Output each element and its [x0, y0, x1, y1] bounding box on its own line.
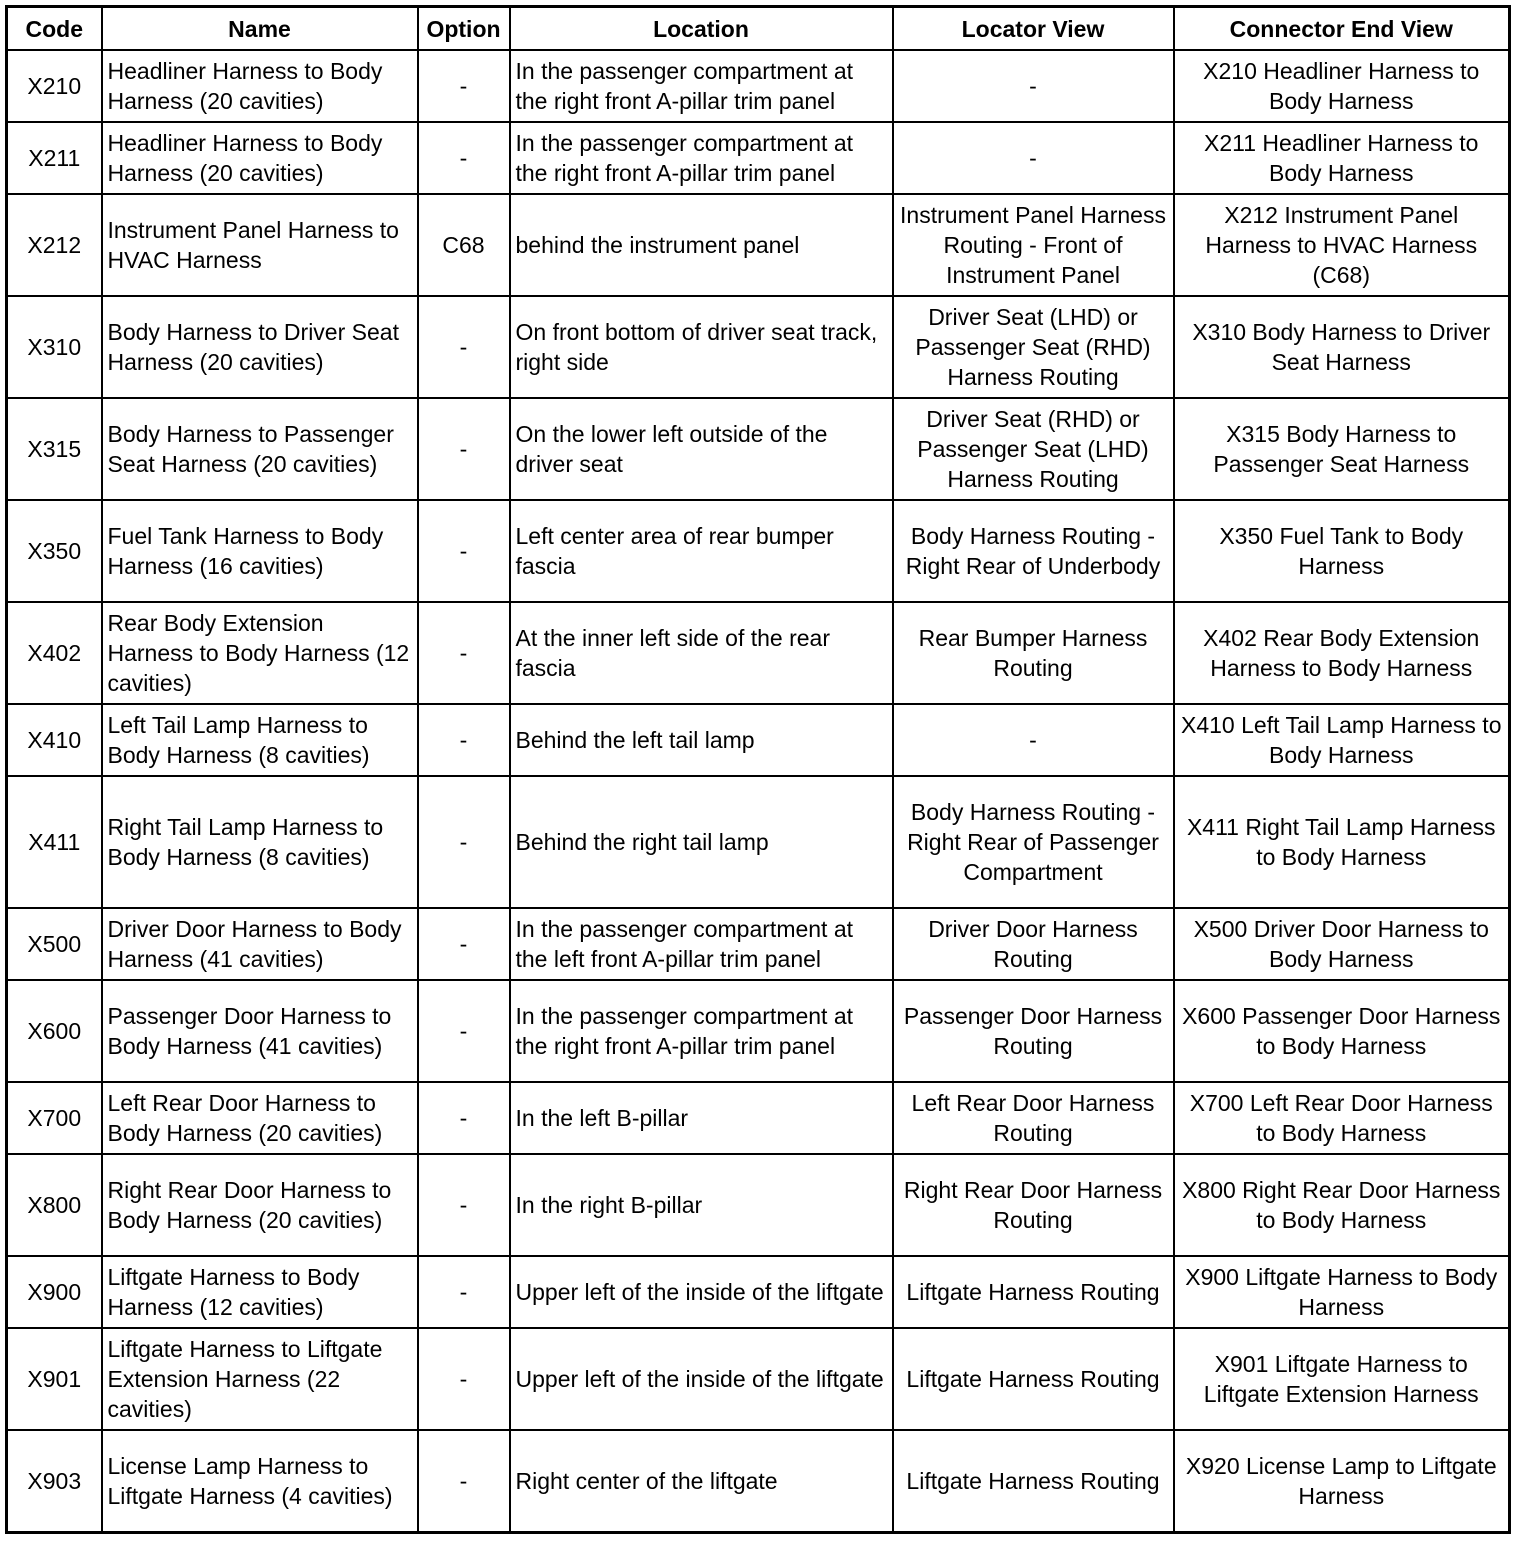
table-row [7, 704, 1510, 776]
table-row [7, 1256, 1510, 1328]
connector-table [5, 5, 1511, 1534]
cell-location: Upper left of the inside of the liftgate [510, 1328, 893, 1430]
cell-connector-end-view: X350 Fuel Tank to Body Harness [1174, 500, 1510, 602]
cell-location: In the right B-pillar [510, 1154, 893, 1256]
cell-name: Liftgate Harness to Liftgate Extension Harness (22 cavities) [102, 1328, 418, 1430]
cell-location: In the passenger compartment at the right front A-pillar trim panel [510, 50, 893, 122]
cell-connector-end-view: X900 Liftgate Harness to Body Harness [1174, 1256, 1510, 1328]
cell-connector-end-view: X402 Rear Body Extension Harness to Body Harness [1174, 602, 1510, 704]
cell-code: X211 [7, 122, 102, 194]
cell-location: In the passenger compartment at the right front A-pillar trim panel [510, 980, 893, 1082]
table-row [7, 602, 1510, 704]
cell-connector-end-view: X500 Driver Door Harness to Body Harness [1174, 908, 1510, 980]
table-row [7, 1082, 1510, 1154]
header-code: Code [7, 7, 102, 51]
cell-name: Left Tail Lamp Harness to Body Harness (8 cavities) [102, 704, 418, 776]
cell-option: - [418, 908, 510, 980]
table-row [7, 50, 1510, 122]
table-row [7, 980, 1510, 1082]
cell-code: X500 [7, 908, 102, 980]
cell-code: X903 [7, 1430, 102, 1532]
cell-code: X402 [7, 602, 102, 704]
cell-connector-end-view: X600 Passenger Door Harness to Body Harness [1174, 980, 1510, 1082]
cell-name: Instrument Panel Harness to HVAC Harness [102, 194, 418, 296]
cell-connector-end-view: X700 Left Rear Door Harness to Body Harness [1174, 1082, 1510, 1154]
cell-locator-view: Passenger Door Harness Routing [893, 980, 1174, 1082]
cell-code: X410 [7, 704, 102, 776]
table-row [7, 1154, 1510, 1256]
cell-option: - [418, 1082, 510, 1154]
cell-locator-view: Liftgate Harness Routing [893, 1256, 1174, 1328]
cell-name: Right Rear Door Harness to Body Harness (20 cavities) [102, 1154, 418, 1256]
cell-option: - [418, 980, 510, 1082]
cell-connector-end-view: X800 Right Rear Door Harness to Body Harness [1174, 1154, 1510, 1256]
cell-locator-view: Body Harness Routing - Right Rear of Passenger Compartment [893, 776, 1174, 908]
table-row [7, 122, 1510, 194]
cell-option: - [418, 122, 510, 194]
cell-location: In the left B-pillar [510, 1082, 893, 1154]
cell-name: Right Tail Lamp Harness to Body Harness (8 cavities) [102, 776, 418, 908]
cell-connector-end-view: X315 Body Harness to Passenger Seat Harness [1174, 398, 1510, 500]
cell-code: X411 [7, 776, 102, 908]
header-name: Name [102, 7, 418, 51]
cell-code: X600 [7, 980, 102, 1082]
cell-name: Body Harness to Driver Seat Harness (20 cavities) [102, 296, 418, 398]
cell-locator-view: Instrument Panel Harness Routing - Front of Instrument Panel [893, 194, 1174, 296]
cell-connector-end-view: X210 Headliner Harness to Body Harness [1174, 50, 1510, 122]
cell-connector-end-view: X310 Body Harness to Driver Seat Harness [1174, 296, 1510, 398]
table-row [7, 500, 1510, 602]
cell-code: X210 [7, 50, 102, 122]
cell-code: X310 [7, 296, 102, 398]
cell-locator-view: Body Harness Routing - Right Rear of Underbody [893, 500, 1174, 602]
cell-connector-end-view: X211 Headliner Harness to Body Harness [1174, 122, 1510, 194]
cell-code: X315 [7, 398, 102, 500]
cell-locator-view: Liftgate Harness Routing [893, 1328, 1174, 1430]
cell-location: In the passenger compartment at the left front A-pillar trim panel [510, 908, 893, 980]
cell-code: X901 [7, 1328, 102, 1430]
cell-option: C68 [418, 194, 510, 296]
cell-option: - [418, 776, 510, 908]
table-body [7, 50, 1510, 1532]
cell-location: Right center of the liftgate [510, 1430, 893, 1532]
cell-option: - [418, 1328, 510, 1430]
cell-code: X900 [7, 1256, 102, 1328]
cell-connector-end-view: X901 Liftgate Harness to Liftgate Extension Harness [1174, 1328, 1510, 1430]
table-row [7, 908, 1510, 980]
cell-locator-view: Left Rear Door Harness Routing [893, 1082, 1174, 1154]
cell-option: - [418, 704, 510, 776]
cell-code: X212 [7, 194, 102, 296]
cell-option: - [418, 1256, 510, 1328]
cell-name: Liftgate Harness to Body Harness (12 cavities) [102, 1256, 418, 1328]
cell-location: Behind the left tail lamp [510, 704, 893, 776]
cell-location: Behind the right tail lamp [510, 776, 893, 908]
cell-connector-end-view: X410 Left Tail Lamp Harness to Body Harness [1174, 704, 1510, 776]
cell-option: - [418, 398, 510, 500]
table-row [7, 776, 1510, 908]
header-location: Location [510, 7, 893, 51]
cell-location: behind the instrument panel [510, 194, 893, 296]
cell-locator-view: Driver Seat (LHD) or Passenger Seat (RHD) Harness Routing [893, 296, 1174, 398]
cell-connector-end-view: X411 Right Tail Lamp Harness to Body Harness [1174, 776, 1510, 908]
header-option: Option [418, 7, 510, 51]
cell-locator-view: Right Rear Door Harness Routing [893, 1154, 1174, 1256]
cell-location: Upper left of the inside of the liftgate [510, 1256, 893, 1328]
cell-location: On the lower left outside of the driver seat [510, 398, 893, 500]
table-row [7, 398, 1510, 500]
cell-locator-view: Driver Seat (RHD) or Passenger Seat (LHD) Harness Routing [893, 398, 1174, 500]
table-row [7, 296, 1510, 398]
cell-connector-end-view: X212 Instrument Panel Harness to HVAC Harness (C68) [1174, 194, 1510, 296]
cell-location: Left center area of rear bumper fascia [510, 500, 893, 602]
cell-locator-view: Driver Door Harness Routing [893, 908, 1174, 980]
header-connector-end-view: Connector End View [1174, 7, 1510, 51]
cell-location: On front bottom of driver seat track, right side [510, 296, 893, 398]
cell-option: - [418, 602, 510, 704]
cell-name: Headliner Harness to Body Harness (20 cavities) [102, 50, 418, 122]
table-row [7, 1328, 1510, 1430]
cell-locator-view: - [893, 122, 1174, 194]
cell-name: Left Rear Door Harness to Body Harness (20 cavities) [102, 1082, 418, 1154]
cell-location: At the inner left side of the rear fascia [510, 602, 893, 704]
cell-location: In the passenger compartment at the right front A-pillar trim panel [510, 122, 893, 194]
cell-name: Body Harness to Passenger Seat Harness (20 cavities) [102, 398, 418, 500]
cell-name: Fuel Tank Harness to Body Harness (16 cavities) [102, 500, 418, 602]
cell-option: - [418, 50, 510, 122]
cell-code: X350 [7, 500, 102, 602]
header-locator-view: Locator View [893, 7, 1174, 51]
cell-option: - [418, 1430, 510, 1532]
cell-code: X700 [7, 1082, 102, 1154]
cell-locator-view: Rear Bumper Harness Routing [893, 602, 1174, 704]
cell-option: - [418, 296, 510, 398]
table-row [7, 1430, 1510, 1532]
cell-option: - [418, 500, 510, 602]
header-row [7, 7, 1510, 51]
cell-code: X800 [7, 1154, 102, 1256]
table-row [7, 194, 1510, 296]
cell-locator-view: Liftgate Harness Routing [893, 1430, 1174, 1532]
cell-name: Rear Body Extension Harness to Body Harness (12 cavities) [102, 602, 418, 704]
cell-name: Driver Door Harness to Body Harness (41 cavities) [102, 908, 418, 980]
cell-locator-view: - [893, 704, 1174, 776]
cell-locator-view: - [893, 50, 1174, 122]
cell-option: - [418, 1154, 510, 1256]
cell-name: Passenger Door Harness to Body Harness (41 cavities) [102, 980, 418, 1082]
cell-connector-end-view: X920 License Lamp to Liftgate Harness [1174, 1430, 1510, 1532]
cell-name: Headliner Harness to Body Harness (20 cavities) [102, 122, 418, 194]
table-header [7, 7, 1510, 51]
cell-name: License Lamp Harness to Liftgate Harness (4 cavities) [102, 1430, 418, 1532]
